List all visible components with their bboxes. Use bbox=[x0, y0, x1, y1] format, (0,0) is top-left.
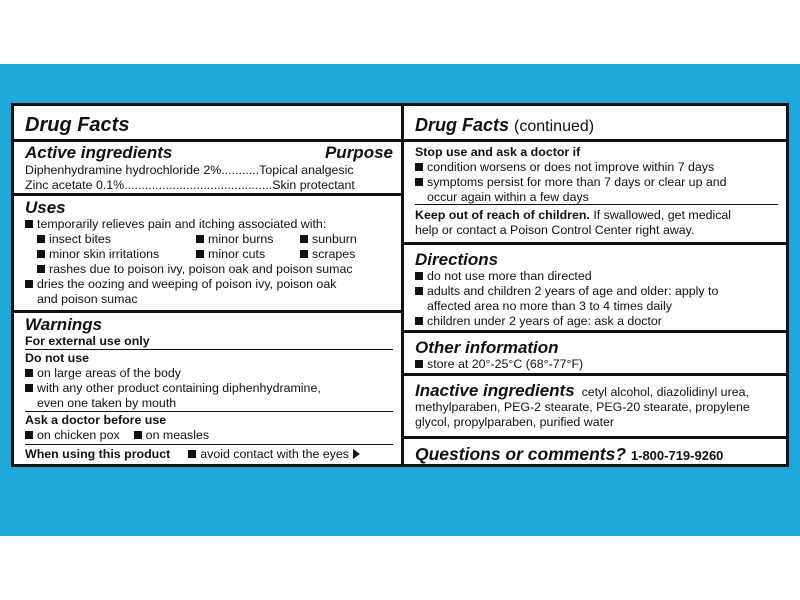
do-not-use-item: on large areas of the body bbox=[25, 366, 393, 381]
ask-doctor-heading: Ask a doctor before use bbox=[25, 413, 167, 427]
purpose-heading: Purpose bbox=[324, 143, 393, 162]
when-using-section bbox=[14, 447, 401, 462]
uses-item: dries the oozing and weeping of poison ivy, poison oak bbox=[25, 277, 393, 292]
inactive-ingredients-heading: Inactive ingredients bbox=[415, 381, 575, 400]
ask-doctor-section bbox=[14, 413, 401, 443]
inactive-ingredients-section bbox=[404, 373, 786, 430]
external-use-note: For external use only bbox=[25, 334, 150, 348]
uses-heading: Uses bbox=[25, 198, 66, 217]
directions-item: do not use more than directed bbox=[415, 269, 778, 284]
bullet-square-icon bbox=[415, 360, 423, 368]
keep-out-section bbox=[404, 208, 786, 238]
bullet-square-icon bbox=[196, 250, 204, 258]
other-information-heading: Other information bbox=[415, 338, 559, 357]
stop-use-item: symptoms persist for more than 7 days or clear up and bbox=[415, 175, 778, 190]
warnings-heading: Warnings bbox=[25, 315, 103, 334]
bullet-square-icon bbox=[25, 431, 33, 439]
uses-grid-row: minor skin irritations minor cuts scrapes bbox=[25, 247, 393, 262]
stop-use-item-cont: occur again within a few days bbox=[427, 190, 589, 204]
bullet-square-icon bbox=[134, 431, 142, 439]
bullet-square-icon bbox=[37, 265, 45, 273]
do-not-use-item-cont: even one taken by mouth bbox=[37, 396, 177, 410]
directions-item: adults and children 2 years of age and older: apply to bbox=[415, 284, 778, 299]
bullet-square-icon bbox=[415, 287, 423, 295]
directions-heading: Directions bbox=[415, 250, 499, 269]
uses-item: rashes due to poison ivy, poison oak and poison sumac bbox=[25, 262, 393, 277]
ingredient-row: Zinc acetate 0.1%...........................................Skin protectant bbox=[25, 178, 355, 192]
do-not-use-item: with any other product containing diphenhydramine, bbox=[25, 381, 393, 396]
keep-out-line: Keep out of reach of children. If swallowed, get medical bbox=[415, 208, 732, 222]
ingredient-row: Diphenhydramine hydrochloride 2%...........Topical analgesic bbox=[25, 163, 354, 177]
uses-grid-row: insect bites minor burns sunburn bbox=[25, 232, 393, 247]
inactive-ingredients-line: glycol, propylparaben, purified water bbox=[415, 415, 615, 429]
bullet-square-icon bbox=[188, 450, 196, 458]
active-ingredients-section bbox=[14, 139, 401, 193]
stop-use-section bbox=[404, 139, 786, 205]
bullet-square-icon bbox=[415, 163, 423, 171]
do-not-use-section bbox=[14, 351, 401, 411]
left-panel bbox=[14, 106, 404, 464]
bullet-square-icon bbox=[25, 369, 33, 377]
ask-doctor-items: on chicken pox on measles bbox=[25, 428, 393, 443]
active-ingredients-heading: Active ingredients bbox=[25, 143, 173, 162]
bullet-square-icon bbox=[300, 250, 308, 258]
other-information-section bbox=[404, 330, 786, 372]
continued-label: (continued) bbox=[514, 118, 595, 135]
bullet-square-icon bbox=[37, 235, 45, 243]
drug-facts-title: Drug Facts bbox=[25, 114, 130, 136]
drug-facts-continued-header bbox=[404, 116, 786, 136]
warnings-section bbox=[14, 310, 401, 349]
directions-item-cont: affected area no more than 3 to 4 times daily bbox=[427, 299, 672, 313]
bullet-square-icon bbox=[415, 317, 423, 325]
drug-facts-header bbox=[14, 114, 401, 136]
inactive-ingredients-line: cetyl alcohol, diazolidinyl urea, bbox=[581, 385, 749, 399]
questions-heading: Questions or comments? bbox=[415, 444, 627, 464]
directions-item: children under 2 years of age: ask a doctor bbox=[415, 314, 778, 329]
bullet-square-icon bbox=[25, 220, 33, 228]
bullet-square-icon bbox=[415, 272, 423, 280]
drug-facts-label bbox=[11, 103, 789, 467]
continued-arrow-icon bbox=[353, 449, 360, 459]
when-using-row: When using this product avoid contact with the eyes bbox=[25, 447, 393, 462]
right-panel bbox=[404, 106, 786, 464]
inactive-ingredients-line: methylparaben, PEG-2 stearate, PEG-20 stearate, propylene bbox=[415, 400, 750, 414]
other-information-item: store at 20°-25°C (68°-77°F) bbox=[415, 357, 778, 372]
uses-item: temporarily relieves pain and itching associated with: bbox=[25, 217, 393, 232]
do-not-use-heading: Do not use bbox=[25, 351, 90, 365]
bullet-square-icon bbox=[196, 235, 204, 243]
stop-use-item: condition worsens or does not improve within 7 days bbox=[415, 160, 778, 175]
bullet-square-icon bbox=[415, 178, 423, 186]
uses-item-cont: and poison sumac bbox=[37, 292, 138, 306]
keep-out-line-2: help or contact a Poison Control Center right away. bbox=[415, 223, 695, 237]
drug-facts-title-continued: Drug Facts bbox=[415, 115, 510, 135]
bullet-square-icon bbox=[300, 235, 308, 243]
bullet-square-icon bbox=[37, 250, 45, 258]
stop-use-heading: Stop use and ask a doctor if bbox=[415, 145, 581, 159]
bullet-square-icon bbox=[25, 384, 33, 392]
phone-number: 1-800-719-9260 bbox=[630, 448, 724, 463]
directions-section bbox=[404, 242, 786, 329]
bullet-square-icon bbox=[25, 280, 33, 288]
questions-section bbox=[404, 436, 786, 465]
uses-section bbox=[14, 193, 401, 307]
